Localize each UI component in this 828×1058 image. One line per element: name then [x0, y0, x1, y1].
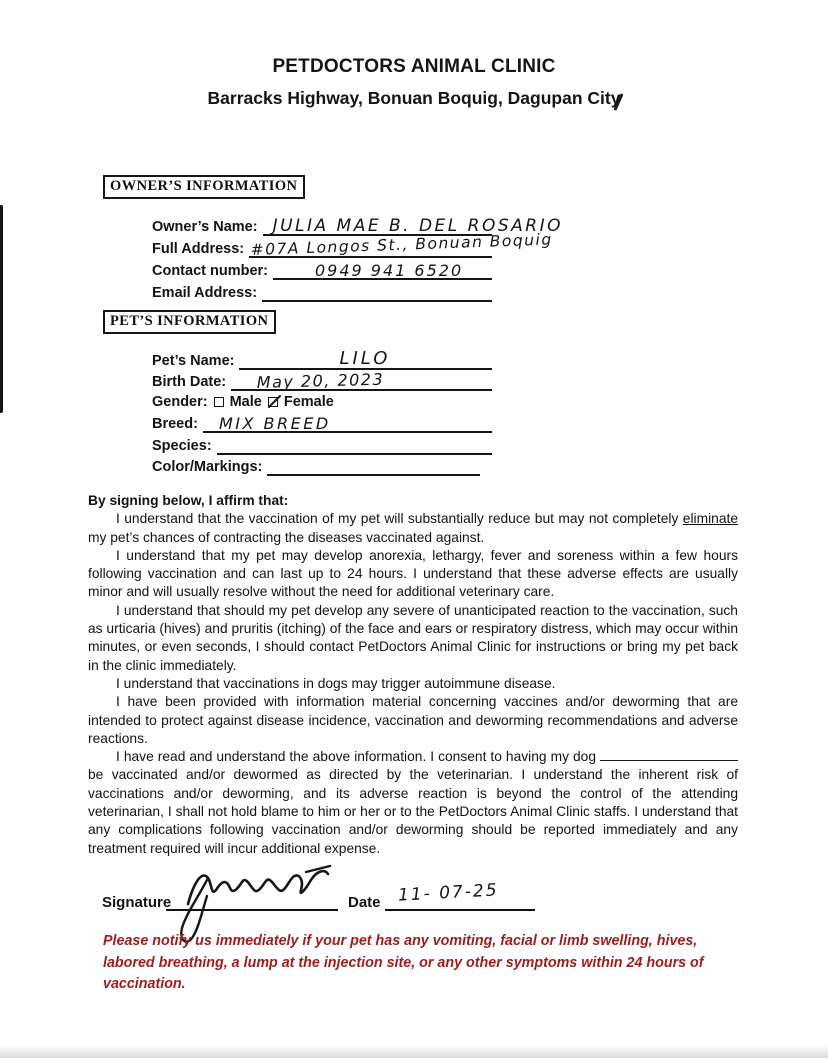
color-markings-label: Color/Markings: — [152, 459, 263, 475]
full-address-row — [152, 230, 554, 259]
pet-name-line — [239, 350, 492, 370]
full-address-label: Full Address: — [152, 241, 245, 257]
birth-date-value: May 20, 2023 — [256, 369, 385, 392]
contact-number-line — [273, 260, 492, 280]
affirmation-text — [88, 492, 738, 858]
pet-name-row — [152, 350, 492, 370]
email-address-row — [152, 282, 492, 302]
date-value: 11- 07-25 — [397, 880, 500, 906]
male-label: Male — [229, 394, 262, 410]
breed-line — [203, 413, 492, 433]
scan-artifact-bottom-edge — [0, 1045, 828, 1058]
affirmation-paragraph-3: I understand that should my pet develop any severe of unanticipated reaction to the vaccination, such as urticaria (hives) and pruritis (itching) of the face and ears or respiratory distress, which may occur within minutes, or even seconds, I should contact PetDoctors Animal Clinic for instructions or bring my pet back in the clinic immediately. — [88, 602, 738, 673]
page-title: PETDOCTORS ANIMAL CLINIC — [272, 56, 556, 77]
owner-name-row — [152, 216, 563, 236]
p6-pre: I have read and understand the above information. I consent to having my dog — [116, 749, 600, 765]
affirmation-paragraph-6 — [88, 748, 738, 858]
dog-name-blank — [600, 749, 738, 761]
species-label: Species: — [152, 438, 212, 454]
affirmation-paragraph-2: I understand that my pet may develop anorexia, lethargy, fever and soreness within a few hours following vaccination and can last up to 24 hours. I understand that these adverse effects are usually minor and will usually resolve without the need for additional veterinary care. — [88, 547, 738, 600]
color-markings-row — [152, 456, 480, 476]
affirmation-paragraph-5: I have been provided with information material concerning vaccines and/or deworming that are intended to protect against disease incidence, vaccination and deworming recommendations and adverse reactions. — [88, 694, 738, 746]
species-line — [217, 435, 492, 455]
checkmark-icon — [267, 392, 283, 410]
date-label: Date — [348, 894, 381, 911]
breed-row — [152, 413, 492, 433]
male-checkbox — [214, 397, 224, 407]
pet-information-heading: PET’S INFORMATION — [103, 310, 276, 334]
contact-number-row — [152, 260, 492, 280]
gender-row — [152, 393, 334, 411]
full-address-line — [249, 230, 554, 259]
birth-date-line — [231, 371, 492, 391]
birth-date-label: Birth Date: — [152, 374, 227, 390]
affirmation-intro: By signing below, I affirm that: — [88, 493, 289, 508]
contact-number-value: 0949 941 6520 — [315, 261, 464, 280]
p6-post: be vaccinated and/or dewormed as directed by the veterinarian. I understand the inherent risk of vaccinations and/or deworming, and its adverse reaction is beyond the control of the attending veterinarian, I shall not hold blame to him or her or to the PetDoctors Animal Clinic staffs. I understand that any complications following vaccination and/or deworming should be reported immediately and any treatment required will incur additional expense. — [88, 767, 738, 856]
female-checkbox — [268, 397, 278, 407]
email-address-label: Email Address: — [152, 285, 258, 301]
pet-name-label: Pet’s Name: — [152, 353, 235, 369]
owner-name-label: Owner’s Name: — [152, 219, 258, 235]
email-address-line — [262, 282, 492, 302]
breed-value: MIX BREED — [218, 414, 331, 433]
owner-name-value: JULIA MAE B. DEL ROSARIO — [272, 216, 563, 236]
p1-underlined-word: eliminate — [682, 511, 738, 527]
affirmation-paragraph-4: I understand that vaccinations in dogs may trigger autoimmune disease. — [116, 675, 556, 691]
clinic-address: Barracks Highway, Bonuan Boquig, Dagupan City — [207, 88, 621, 108]
p1-post: my pet’s chances of contracting the diseases vaccinated against. — [88, 529, 485, 545]
affirmation-paragraph-1 — [88, 510, 738, 547]
contact-number-label: Contact number: — [152, 263, 268, 279]
birth-date-row — [152, 371, 492, 391]
pet-name-value: LILO — [339, 348, 391, 369]
breed-label: Breed: — [152, 416, 198, 432]
footer-warning-note: Please notify us immediately if your pet has any vomiting, facial or limb swelling, hives, labored breathing, a lump at the injection site, or any other symptoms within 24 hours of vaccination. — [103, 933, 704, 992]
female-label: Female — [283, 394, 334, 410]
p1-pre: I understand that the vaccination of my pet will substantially reduce but may not completely — [116, 511, 683, 527]
signature-label: Signature — [102, 894, 172, 911]
full-address-value: #07A Longos St., Bonuan Boquig — [250, 230, 554, 259]
scan-artifact-left-edge — [0, 205, 3, 413]
owner-information-heading: OWNER’S INFORMATION — [103, 175, 305, 199]
species-row — [152, 435, 492, 455]
gender-label: Gender: — [152, 394, 208, 410]
color-markings-line — [267, 456, 480, 476]
